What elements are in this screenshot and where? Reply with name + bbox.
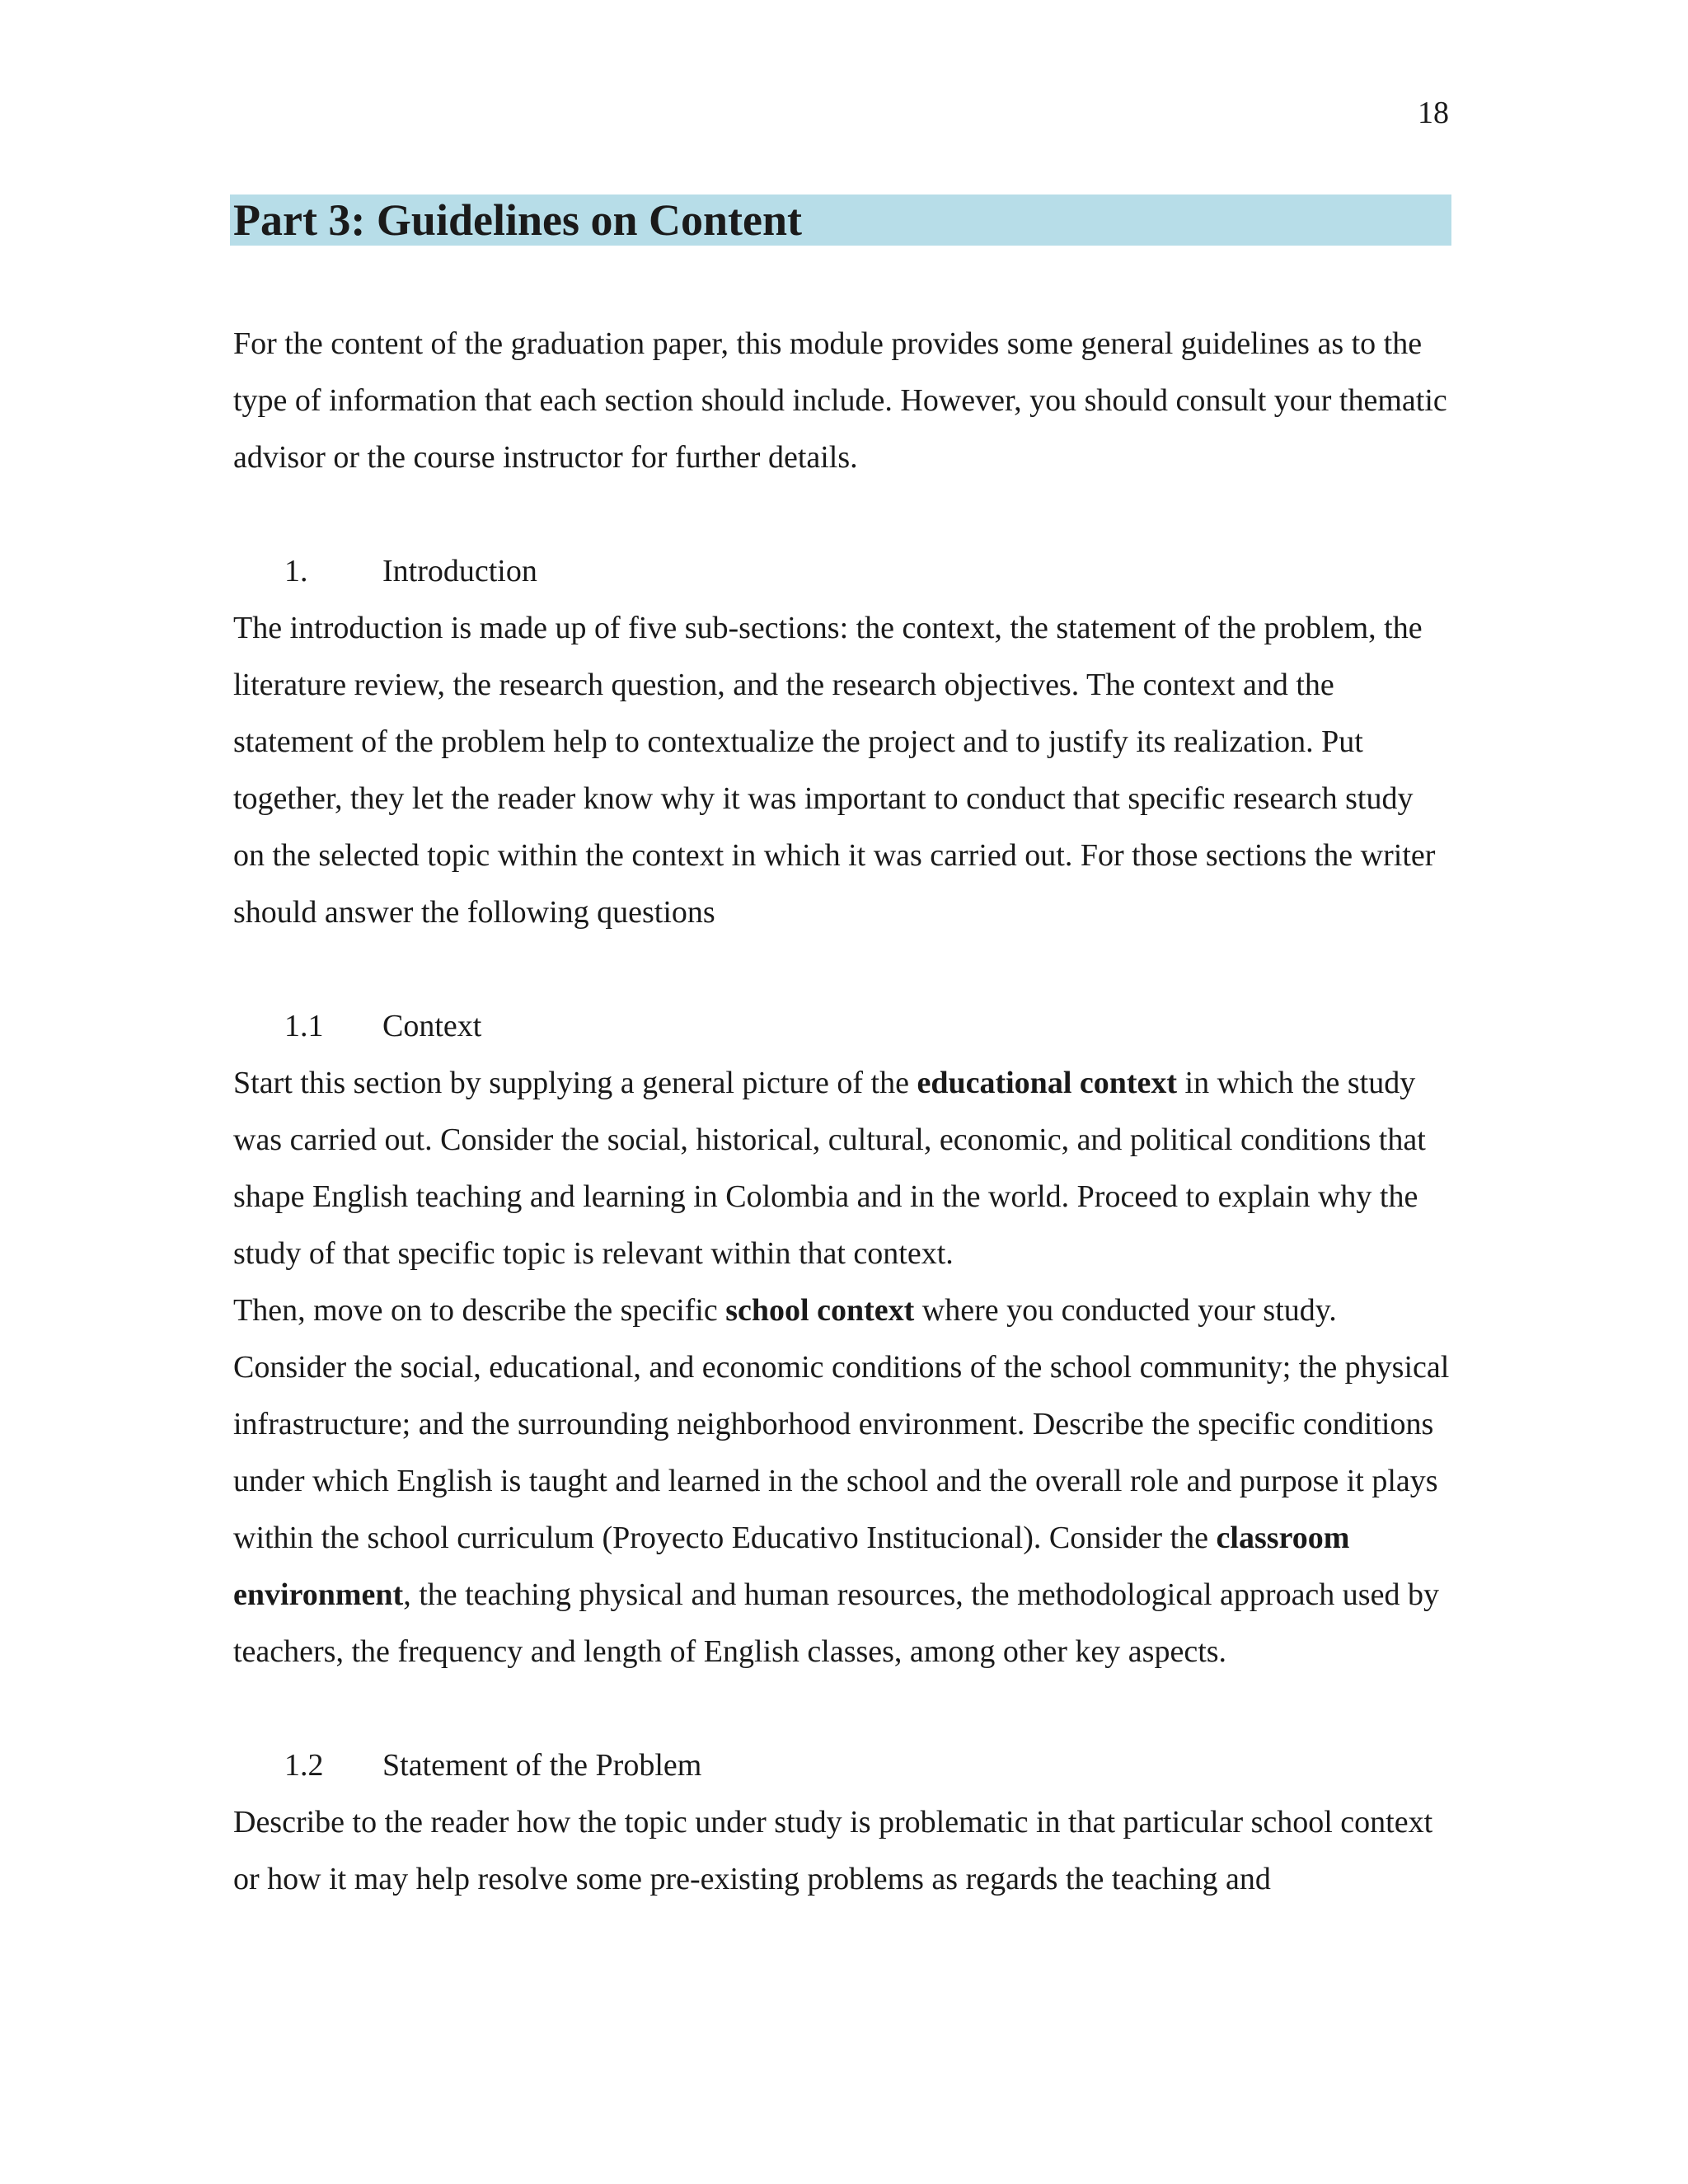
section-heading-statement-of-problem xyxy=(233,1737,1451,1794)
section-title: Introduction xyxy=(382,554,537,588)
section-number: 1.1 xyxy=(284,1009,324,1043)
text-run: in which the study was carried out. Consider the social, historical, cultural, economic, and political conditions that shape English teaching and learning in Colombia and in the world. Proceed to explain why the study of that specific topic is relevant within that context. xyxy=(233,1066,1426,1271)
part-heading: Part 3: Guidelines on Content xyxy=(230,194,1451,246)
bold-term: educational context xyxy=(917,1066,1178,1100)
introduction-paragraph: The introduction is made up of five sub-sections: the context, the statement of the problem, the literature review, the research question, and the research objectives. The context and the statement of the problem help to contextualize the project and to justify its realization. Put together, they let the reader know why it was important to conduct that specific research study on the selected topic within the context in which it was carried out. For those sections the writer should answer the following questions xyxy=(233,611,1436,930)
section-heading-context xyxy=(233,998,1451,1055)
bold-term: classroom environment xyxy=(233,1521,1350,1612)
section-title: Statement of the Problem xyxy=(382,1748,702,1783)
intro-paragraph: For the content of the graduation paper, this module provides some general guidelines as to the type of information that each section should include. However, you should consult your thematic advisor or the course instructor for further details. xyxy=(233,326,1447,475)
section-number: 1. xyxy=(284,554,308,588)
bold-term: school context xyxy=(725,1293,915,1328)
context-paragraph-1 xyxy=(233,1055,1451,1282)
page-number: 18 xyxy=(1418,96,1449,130)
text-run: , the teaching physical and human resources, the methodological approach used by teachers, the frequency and length of English classes, among other key aspects. xyxy=(233,1577,1439,1669)
section-heading-introduction xyxy=(233,543,1451,600)
document-content xyxy=(233,194,1451,1908)
text-run: Start this section by supplying a general picture of the xyxy=(233,1066,917,1100)
statement-of-problem-paragraph: Describe to the reader how the topic under study is problematic in that particular school context or how it may help resolve some pre-existing problems as regards the teaching and xyxy=(233,1805,1433,1896)
context-paragraph-2 xyxy=(233,1282,1451,1680)
section-title: Context xyxy=(382,1009,482,1043)
section-number: 1.2 xyxy=(284,1748,324,1783)
text-run: Then, move on to describe the specific xyxy=(233,1293,726,1328)
text-run: where you conducted your study. Consider the social, educational, and economic conditions of the school community; the physical infrastructure; and the surrounding neighborhood environment. Describe the specific conditions under which English is taught and learned in the school and the overall role and purpose it plays within the school curriculum (Proyecto Educativo Institucional). Consider the xyxy=(233,1293,1450,1555)
